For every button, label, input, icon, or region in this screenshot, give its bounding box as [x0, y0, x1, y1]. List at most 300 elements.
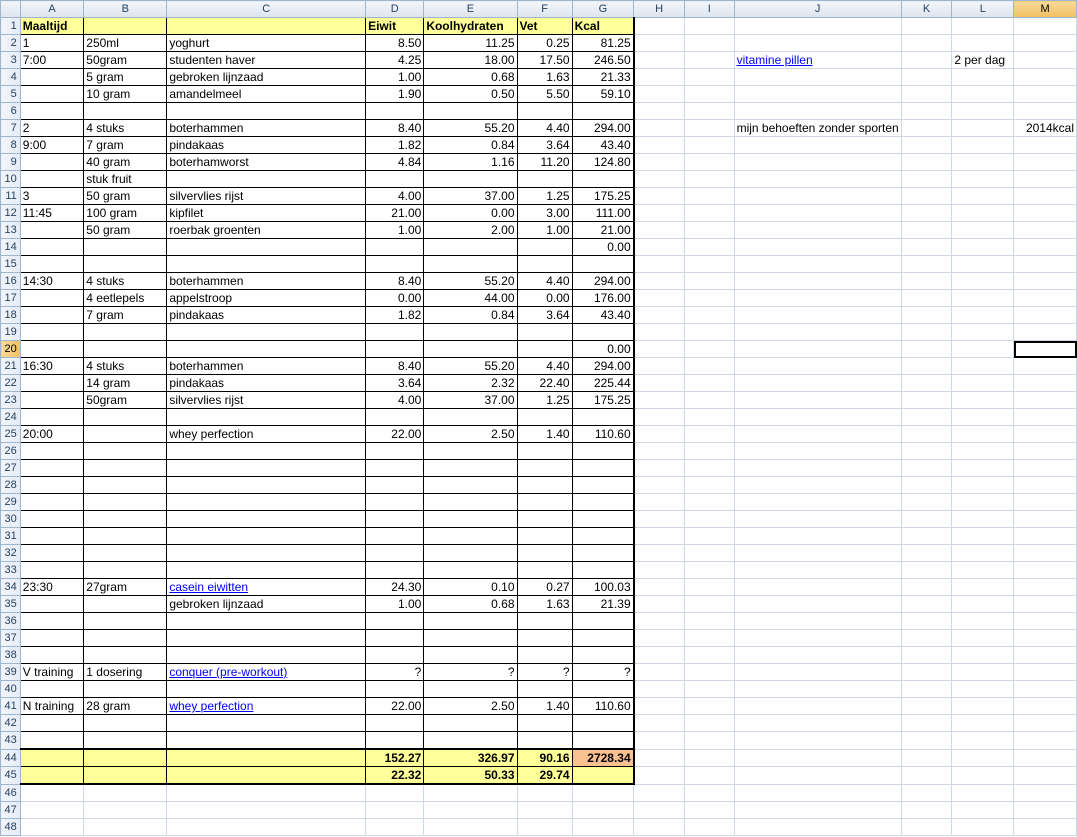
- cell-f41[interactable]: 1.40: [517, 698, 572, 715]
- cell-i11[interactable]: [685, 188, 735, 205]
- cell-f48[interactable]: [517, 819, 572, 836]
- cell-a10[interactable]: [20, 171, 84, 188]
- cell-k21[interactable]: [901, 358, 952, 375]
- cell-f35[interactable]: 1.63: [517, 596, 572, 613]
- cell-l20[interactable]: [952, 341, 1014, 358]
- cell-d19[interactable]: [366, 324, 424, 341]
- cell-a42[interactable]: [20, 715, 84, 732]
- cell-m15[interactable]: [1014, 256, 1077, 273]
- cell-a24[interactable]: [20, 409, 84, 426]
- cell-l3[interactable]: 2 per dag: [952, 52, 1014, 69]
- cell-e36[interactable]: [424, 613, 517, 630]
- cell-m12[interactable]: [1014, 205, 1077, 222]
- cell-l28[interactable]: [952, 477, 1014, 494]
- cell-e11[interactable]: 37.00: [424, 188, 517, 205]
- cell-c29[interactable]: [167, 494, 366, 511]
- cell-e29[interactable]: [424, 494, 517, 511]
- cell-l24[interactable]: [952, 409, 1014, 426]
- row-header[interactable]: 28: [1, 477, 21, 494]
- cell-j35[interactable]: [734, 596, 901, 613]
- cell-a35[interactable]: [20, 596, 84, 613]
- cell-a46[interactable]: [20, 784, 84, 802]
- cell-g14[interactable]: 0.00: [572, 239, 634, 256]
- select-all-corner[interactable]: [1, 1, 21, 18]
- cell-d29[interactable]: [366, 494, 424, 511]
- cell-d45[interactable]: 22.32: [366, 767, 424, 785]
- cell-b29[interactable]: [84, 494, 167, 511]
- cell-b14[interactable]: [84, 239, 167, 256]
- cell-k8[interactable]: [901, 137, 952, 154]
- cell-e33[interactable]: [424, 562, 517, 579]
- cell-b32[interactable]: [84, 545, 167, 562]
- cell-f26[interactable]: [517, 443, 572, 460]
- cell-c25[interactable]: whey perfection: [167, 426, 366, 443]
- cell-j29[interactable]: [734, 494, 901, 511]
- cell-g15[interactable]: [572, 256, 634, 273]
- cell-f16[interactable]: 4.40: [517, 273, 572, 290]
- cell-k48[interactable]: [901, 819, 952, 836]
- cell-m5[interactable]: [1014, 86, 1077, 103]
- cell-d26[interactable]: [366, 443, 424, 460]
- cell-a8[interactable]: 9:00: [20, 137, 84, 154]
- cell-g19[interactable]: [572, 324, 634, 341]
- cell-d6[interactable]: [366, 103, 424, 120]
- cell-e40[interactable]: [424, 681, 517, 698]
- cell-i48[interactable]: [685, 819, 735, 836]
- cell-m38[interactable]: [1014, 647, 1077, 664]
- cell-m31[interactable]: [1014, 528, 1077, 545]
- cell-j19[interactable]: [734, 324, 901, 341]
- cell-f37[interactable]: [517, 630, 572, 647]
- row-header[interactable]: 14: [1, 239, 21, 256]
- cell-h43[interactable]: [634, 732, 685, 750]
- cell-a7[interactable]: 2: [20, 120, 84, 137]
- cell-c10[interactable]: [167, 171, 366, 188]
- cell-f23[interactable]: 1.25: [517, 392, 572, 409]
- cell-m13[interactable]: [1014, 222, 1077, 239]
- cell-e25[interactable]: 2.50: [424, 426, 517, 443]
- row-header[interactable]: 35: [1, 596, 21, 613]
- cell-a1[interactable]: Maaltijd: [20, 18, 84, 35]
- cell-i21[interactable]: [685, 358, 735, 375]
- cell-g23[interactable]: 175.25: [572, 392, 634, 409]
- cell-l45[interactable]: [952, 767, 1014, 785]
- cell-e18[interactable]: 0.84: [424, 307, 517, 324]
- cell-d11[interactable]: 4.00: [366, 188, 424, 205]
- cell-c2[interactable]: yoghurt: [167, 35, 366, 52]
- cell-d4[interactable]: 1.00: [366, 69, 424, 86]
- cell-h2[interactable]: [634, 35, 685, 52]
- cell-a2[interactable]: 1: [20, 35, 84, 52]
- cell-d18[interactable]: 1.82: [366, 307, 424, 324]
- cell-g7[interactable]: 294.00: [572, 120, 634, 137]
- cell-d37[interactable]: [366, 630, 424, 647]
- cell-h20[interactable]: [634, 341, 685, 358]
- cell-m14[interactable]: [1014, 239, 1077, 256]
- cell-i40[interactable]: [685, 681, 735, 698]
- cell-i14[interactable]: [685, 239, 735, 256]
- cell-k3[interactable]: [901, 52, 952, 69]
- cell-c48[interactable]: [167, 819, 366, 836]
- cell-m32[interactable]: [1014, 545, 1077, 562]
- cell-d3[interactable]: 4.25: [366, 52, 424, 69]
- cell-c24[interactable]: [167, 409, 366, 426]
- cell-a32[interactable]: [20, 545, 84, 562]
- cell-l5[interactable]: [952, 86, 1014, 103]
- cell-f30[interactable]: [517, 511, 572, 528]
- row-header[interactable]: 9: [1, 154, 21, 171]
- column-header-d[interactable]: D: [366, 1, 424, 18]
- cell-g13[interactable]: 21.00: [572, 222, 634, 239]
- cell-k20[interactable]: [901, 341, 952, 358]
- column-header-f[interactable]: F: [517, 1, 572, 18]
- cell-j36[interactable]: [734, 613, 901, 630]
- cell-k40[interactable]: [901, 681, 952, 698]
- cell-h12[interactable]: [634, 205, 685, 222]
- row-header[interactable]: 3: [1, 52, 21, 69]
- cell-j45[interactable]: [734, 767, 901, 785]
- cell-l4[interactable]: [952, 69, 1014, 86]
- row-header[interactable]: 27: [1, 460, 21, 477]
- cell-j41[interactable]: [734, 698, 901, 715]
- cell-j40[interactable]: [734, 681, 901, 698]
- cell-g37[interactable]: [572, 630, 634, 647]
- cell-m24[interactable]: [1014, 409, 1077, 426]
- cell-d14[interactable]: [366, 239, 424, 256]
- cell-h32[interactable]: [634, 545, 685, 562]
- cell-e13[interactable]: 2.00: [424, 222, 517, 239]
- cell-i2[interactable]: [685, 35, 735, 52]
- cell-l31[interactable]: [952, 528, 1014, 545]
- cell-g42[interactable]: [572, 715, 634, 732]
- cell-e20[interactable]: [424, 341, 517, 358]
- cell-f4[interactable]: 1.63: [517, 69, 572, 86]
- cell-d17[interactable]: 0.00: [366, 290, 424, 307]
- cell-e38[interactable]: [424, 647, 517, 664]
- cell-k17[interactable]: [901, 290, 952, 307]
- cell-l8[interactable]: [952, 137, 1014, 154]
- row-header[interactable]: 13: [1, 222, 21, 239]
- row-header[interactable]: 38: [1, 647, 21, 664]
- cell-j33[interactable]: [734, 562, 901, 579]
- cell-g17[interactable]: 176.00: [572, 290, 634, 307]
- cell-g46[interactable]: [572, 784, 634, 802]
- cell-e30[interactable]: [424, 511, 517, 528]
- row-header[interactable]: 25: [1, 426, 21, 443]
- cell-a28[interactable]: [20, 477, 84, 494]
- cell-c37[interactable]: [167, 630, 366, 647]
- cell-j26[interactable]: [734, 443, 901, 460]
- cell-g21[interactable]: 294.00: [572, 358, 634, 375]
- cell-m11[interactable]: [1014, 188, 1077, 205]
- cell-a38[interactable]: [20, 647, 84, 664]
- cell-i36[interactable]: [685, 613, 735, 630]
- cell-j17[interactable]: [734, 290, 901, 307]
- cell-e26[interactable]: [424, 443, 517, 460]
- cell-b7[interactable]: 4 stuks: [84, 120, 167, 137]
- cell-k19[interactable]: [901, 324, 952, 341]
- cell-b38[interactable]: [84, 647, 167, 664]
- cell-c46[interactable]: [167, 784, 366, 802]
- cell-m21[interactable]: [1014, 358, 1077, 375]
- cell-l6[interactable]: [952, 103, 1014, 120]
- cell-i13[interactable]: [685, 222, 735, 239]
- cell-f1[interactable]: Vet: [517, 18, 572, 35]
- cell-f15[interactable]: [517, 256, 572, 273]
- cell-i41[interactable]: [685, 698, 735, 715]
- cell-e27[interactable]: [424, 460, 517, 477]
- cell-i22[interactable]: [685, 375, 735, 392]
- cell-d15[interactable]: [366, 256, 424, 273]
- cell-j21[interactable]: [734, 358, 901, 375]
- cell-a23[interactable]: [20, 392, 84, 409]
- cell-d8[interactable]: 1.82: [366, 137, 424, 154]
- cell-j1[interactable]: [734, 18, 901, 35]
- cell-j48[interactable]: [734, 819, 901, 836]
- cell-a43[interactable]: [20, 732, 84, 750]
- cell-k47[interactable]: [901, 802, 952, 819]
- cell-m4[interactable]: [1014, 69, 1077, 86]
- cell-m25[interactable]: [1014, 426, 1077, 443]
- cell-d39[interactable]: ?: [366, 664, 424, 681]
- cell-h39[interactable]: [634, 664, 685, 681]
- cell-l25[interactable]: [952, 426, 1014, 443]
- cell-h21[interactable]: [634, 358, 685, 375]
- cell-d35[interactable]: 1.00: [366, 596, 424, 613]
- cell-k37[interactable]: [901, 630, 952, 647]
- cell-k39[interactable]: [901, 664, 952, 681]
- cell-j18[interactable]: [734, 307, 901, 324]
- cell-g8[interactable]: 43.40: [572, 137, 634, 154]
- cell-d27[interactable]: [366, 460, 424, 477]
- cell-k18[interactable]: [901, 307, 952, 324]
- cell-m18[interactable]: [1014, 307, 1077, 324]
- cell-m44[interactable]: [1014, 749, 1077, 767]
- cell-g32[interactable]: [572, 545, 634, 562]
- cell-b37[interactable]: [84, 630, 167, 647]
- cell-d2[interactable]: 8.50: [366, 35, 424, 52]
- cell-a41[interactable]: N training: [20, 698, 84, 715]
- cell-m1[interactable]: [1014, 18, 1077, 35]
- cell-e39[interactable]: ?: [424, 664, 517, 681]
- cell-k46[interactable]: [901, 784, 952, 802]
- cell-b21[interactable]: 4 stuks: [84, 358, 167, 375]
- cell-i39[interactable]: [685, 664, 735, 681]
- cell-a34[interactable]: 23:30: [20, 579, 84, 596]
- cell-k31[interactable]: [901, 528, 952, 545]
- cell-m35[interactable]: [1014, 596, 1077, 613]
- cell-e1[interactable]: Koolhydraten: [424, 18, 517, 35]
- cell-l44[interactable]: [952, 749, 1014, 767]
- cell-f17[interactable]: 0.00: [517, 290, 572, 307]
- cell-h10[interactable]: [634, 171, 685, 188]
- cell-m28[interactable]: [1014, 477, 1077, 494]
- row-header[interactable]: 18: [1, 307, 21, 324]
- cell-d30[interactable]: [366, 511, 424, 528]
- cell-c23[interactable]: silvervlies rijst: [167, 392, 366, 409]
- cell-i30[interactable]: [685, 511, 735, 528]
- cell-e22[interactable]: 2.32: [424, 375, 517, 392]
- cell-l16[interactable]: [952, 273, 1014, 290]
- cell-j10[interactable]: [734, 171, 901, 188]
- cell-e24[interactable]: [424, 409, 517, 426]
- cell-b48[interactable]: [84, 819, 167, 836]
- cell-g39[interactable]: ?: [572, 664, 634, 681]
- cell-i9[interactable]: [685, 154, 735, 171]
- cell-h37[interactable]: [634, 630, 685, 647]
- cell-g18[interactable]: 43.40: [572, 307, 634, 324]
- row-header[interactable]: 15: [1, 256, 21, 273]
- cell-l32[interactable]: [952, 545, 1014, 562]
- cell-c28[interactable]: [167, 477, 366, 494]
- cell-e17[interactable]: 44.00: [424, 290, 517, 307]
- cell-j25[interactable]: [734, 426, 901, 443]
- cell-d12[interactable]: 21.00: [366, 205, 424, 222]
- cell-m47[interactable]: [1014, 802, 1077, 819]
- cell-i47[interactable]: [685, 802, 735, 819]
- cell-e32[interactable]: [424, 545, 517, 562]
- cell-g26[interactable]: [572, 443, 634, 460]
- cell-g6[interactable]: [572, 103, 634, 120]
- cell-m10[interactable]: [1014, 171, 1077, 188]
- cell-d47[interactable]: [366, 802, 424, 819]
- cell-m30[interactable]: [1014, 511, 1077, 528]
- row-header[interactable]: 42: [1, 715, 21, 732]
- cell-m20[interactable]: [1014, 341, 1077, 358]
- cell-m27[interactable]: [1014, 460, 1077, 477]
- cell-g27[interactable]: [572, 460, 634, 477]
- cell-h30[interactable]: [634, 511, 685, 528]
- cell-k5[interactable]: [901, 86, 952, 103]
- column-header-m[interactable]: M: [1014, 1, 1077, 18]
- cell-f9[interactable]: 11.20: [517, 154, 572, 171]
- cell-d44[interactable]: 152.27: [366, 749, 424, 767]
- cell-f5[interactable]: 5.50: [517, 86, 572, 103]
- cell-k29[interactable]: [901, 494, 952, 511]
- cell-j30[interactable]: [734, 511, 901, 528]
- cell-j2[interactable]: [734, 35, 901, 52]
- cell-f22[interactable]: 22.40: [517, 375, 572, 392]
- cell-f40[interactable]: [517, 681, 572, 698]
- cell-l35[interactable]: [952, 596, 1014, 613]
- cell-c21[interactable]: boterhammen: [167, 358, 366, 375]
- column-header-l[interactable]: L: [952, 1, 1014, 18]
- cell-l14[interactable]: [952, 239, 1014, 256]
- row-header[interactable]: 6: [1, 103, 21, 120]
- cell-c1[interactable]: [167, 18, 366, 35]
- cell-m36[interactable]: [1014, 613, 1077, 630]
- cell-m42[interactable]: [1014, 715, 1077, 732]
- cell-b23[interactable]: 50gram: [84, 392, 167, 409]
- cell-b18[interactable]: 7 gram: [84, 307, 167, 324]
- cell-g29[interactable]: [572, 494, 634, 511]
- cell-j6[interactable]: [734, 103, 901, 120]
- cell-h31[interactable]: [634, 528, 685, 545]
- cell-a14[interactable]: [20, 239, 84, 256]
- cell-g40[interactable]: [572, 681, 634, 698]
- row-header[interactable]: 45: [1, 767, 21, 785]
- cell-b4[interactable]: 5 gram: [84, 69, 167, 86]
- cell-a18[interactable]: [20, 307, 84, 324]
- cell-c15[interactable]: [167, 256, 366, 273]
- cell-b8[interactable]: 7 gram: [84, 137, 167, 154]
- cell-k13[interactable]: [901, 222, 952, 239]
- cell-c18[interactable]: pindakaas: [167, 307, 366, 324]
- cell-j24[interactable]: [734, 409, 901, 426]
- cell-b47[interactable]: [84, 802, 167, 819]
- cell-c5[interactable]: amandelmeel: [167, 86, 366, 103]
- row-header[interactable]: 16: [1, 273, 21, 290]
- cell-h14[interactable]: [634, 239, 685, 256]
- cell-f18[interactable]: 3.64: [517, 307, 572, 324]
- cell-k11[interactable]: [901, 188, 952, 205]
- cell-f19[interactable]: [517, 324, 572, 341]
- cell-j4[interactable]: [734, 69, 901, 86]
- cell-l43[interactable]: [952, 732, 1014, 750]
- cell-k9[interactable]: [901, 154, 952, 171]
- cell-j43[interactable]: [734, 732, 901, 750]
- cell-k15[interactable]: [901, 256, 952, 273]
- cell-a37[interactable]: [20, 630, 84, 647]
- cell-c47[interactable]: [167, 802, 366, 819]
- cell-a36[interactable]: [20, 613, 84, 630]
- cell-m26[interactable]: [1014, 443, 1077, 460]
- cell-m48[interactable]: [1014, 819, 1077, 836]
- cell-i5[interactable]: [685, 86, 735, 103]
- cell-c20[interactable]: [167, 341, 366, 358]
- row-header[interactable]: 12: [1, 205, 21, 222]
- cell-c41[interactable]: whey perfection: [167, 698, 366, 715]
- cell-d25[interactable]: 22.00: [366, 426, 424, 443]
- cell-l39[interactable]: [952, 664, 1014, 681]
- cell-c12[interactable]: kipfilet: [167, 205, 366, 222]
- cell-a33[interactable]: [20, 562, 84, 579]
- cell-i8[interactable]: [685, 137, 735, 154]
- cell-j23[interactable]: [734, 392, 901, 409]
- cell-d41[interactable]: 22.00: [366, 698, 424, 715]
- cell-g16[interactable]: 294.00: [572, 273, 634, 290]
- cell-c3[interactable]: studenten haver: [167, 52, 366, 69]
- cell-l37[interactable]: [952, 630, 1014, 647]
- cell-m8[interactable]: [1014, 137, 1077, 154]
- cell-i45[interactable]: [685, 767, 735, 785]
- cell-g12[interactable]: 111.00: [572, 205, 634, 222]
- cell-c7[interactable]: boterhammen: [167, 120, 366, 137]
- cell-e43[interactable]: [424, 732, 517, 750]
- cell-h18[interactable]: [634, 307, 685, 324]
- cell-g47[interactable]: [572, 802, 634, 819]
- cell-m17[interactable]: [1014, 290, 1077, 307]
- cell-j11[interactable]: [734, 188, 901, 205]
- cell-l17[interactable]: [952, 290, 1014, 307]
- cell-b13[interactable]: 50 gram: [84, 222, 167, 239]
- cell-a15[interactable]: [20, 256, 84, 273]
- cell-i46[interactable]: [685, 784, 735, 802]
- row-header[interactable]: 34: [1, 579, 21, 596]
- cell-d24[interactable]: [366, 409, 424, 426]
- cell-f42[interactable]: [517, 715, 572, 732]
- cell-d16[interactable]: 8.40: [366, 273, 424, 290]
- cell-b30[interactable]: [84, 511, 167, 528]
- cell-l13[interactable]: [952, 222, 1014, 239]
- cell-d31[interactable]: [366, 528, 424, 545]
- cell-l36[interactable]: [952, 613, 1014, 630]
- row-header[interactable]: 26: [1, 443, 21, 460]
- cell-c32[interactable]: [167, 545, 366, 562]
- cell-f10[interactable]: [517, 171, 572, 188]
- cell-m7[interactable]: 2014kcal: [1014, 120, 1077, 137]
- row-header[interactable]: 17: [1, 290, 21, 307]
